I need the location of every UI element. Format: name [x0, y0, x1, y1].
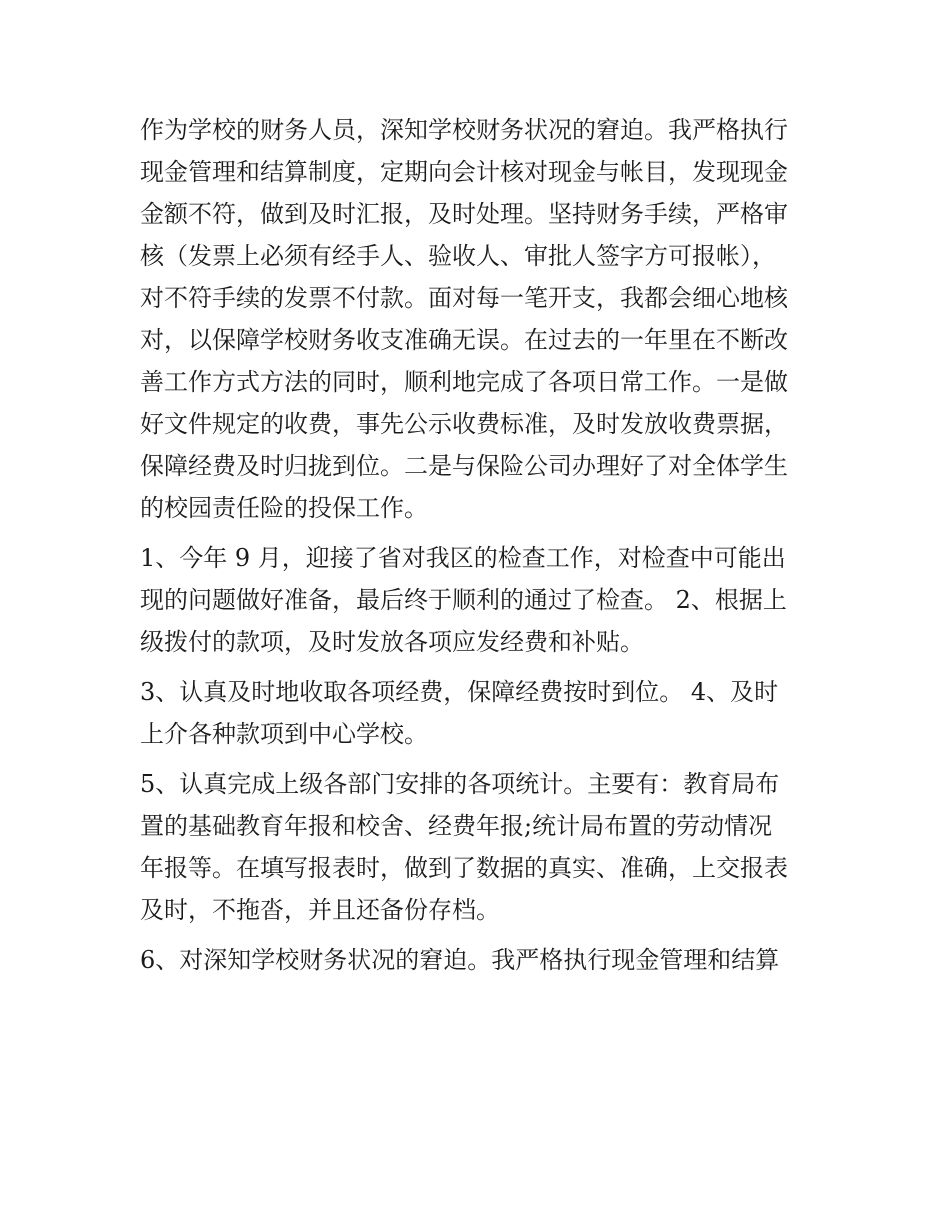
- text-line: 善工作方式方法的同时，顺利地完成了各项日常工作。一是做: [140, 368, 788, 396]
- paragraph-5: [140, 939, 820, 981]
- text-line: 对，以保障学校财务收支准确无误。在过去的一年里在不断改: [140, 326, 788, 354]
- text-line: 1、今年 9 月，迎接了省对我区的检查工作，对检查中可能出: [140, 544, 786, 572]
- document-body: [140, 109, 820, 981]
- text-line: 对不符手续的发票不付款。面对每一笔开支，我都会细心地核: [140, 284, 788, 312]
- text-line: 核（发票上必须有经手人、验收人、审批人签字方可报帐），: [140, 242, 776, 270]
- paragraph-2: [140, 537, 820, 663]
- text-line: 上介各种款项到中心学校。: [140, 720, 428, 748]
- paragraph-3: [140, 671, 820, 755]
- text-line: 金额不符，做到及时汇报，及时处理。坚持财务手续，严格审: [140, 200, 788, 228]
- text-line: 现金管理和结算制度，定期向会计核对现金与帐目，发现现金: [140, 158, 788, 186]
- text-line: 及时，不拖沓，并且还备份存档。: [140, 896, 500, 924]
- paragraph-1: [140, 109, 820, 529]
- paragraph-4: [140, 763, 820, 931]
- text-line: 级拨付的款项，及时发放各项应发经费和补贴。: [140, 628, 644, 656]
- text-line: 现的问题做好准备，最后终于顺利的通过了检查。 2、根据上: [140, 586, 787, 614]
- text-line: 6、对深知学校财务状况的窘迫。我严格执行现金管理和结算: [140, 946, 780, 974]
- text-line: 3、认真及时地收取各项经费，保障经费按时到位。 4、及时: [140, 678, 779, 706]
- text-line: 保障经费及时归拢到位。二是与保险公司办理好了对全体学生: [140, 452, 788, 480]
- text-line: 5、认真完成上级各部门安排的各项统计。主要有：教育局布: [140, 770, 780, 798]
- text-line: 的校园责任险的投保工作。: [140, 494, 428, 522]
- text-line: 好文件规定的收费，事先公示收费标准，及时发放收费票据，: [140, 410, 788, 438]
- text-line: 年报等。在填写报表时，做到了数据的真实、准确，上交报表: [140, 854, 788, 882]
- text-line: 作为学校的财务人员，深知学校财务状况的窘迫。我严格执行: [140, 116, 788, 144]
- text-line: 置的基础教育年报和校舍、经费年报;统计局布置的劳动情况: [140, 812, 773, 840]
